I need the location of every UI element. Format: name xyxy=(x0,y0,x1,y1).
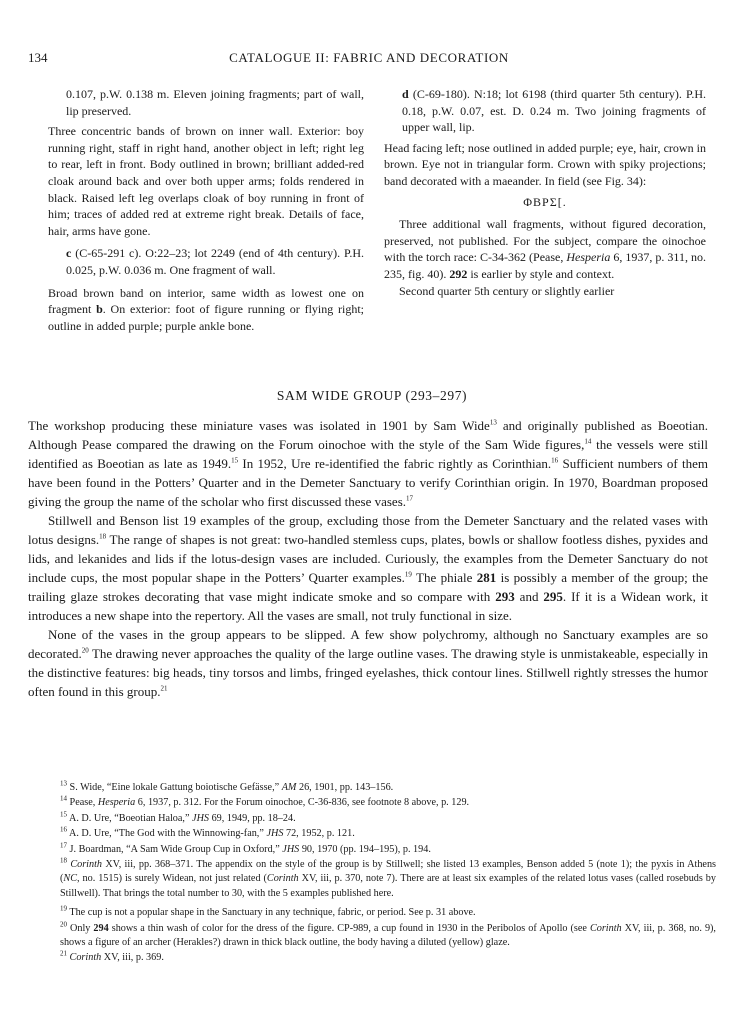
paragraph-3: None of the vases in the group appears to be slipped. A few show polychromy, although no Sanctuary examples are so decorated.$^{20}$ The drawing never approaches the quality of the large outline vases. The drawing style is unmistakeable, especially in the distinctive features: big heads, tiny torsos and limbs, fringed eyelashes, thick contour lines. Stillwell rightly stresses the humor often found in this group.$^{21}$ xyxy=(28,627,708,699)
footnotes xyxy=(28,781,716,967)
catalogue-entry-d-heading xyxy=(384,86,706,136)
paragraph-2: Stillwell and Benson list 19 examples of the group, excluding those from the Demeter Sanctuary and the related vases with lotus designs.$^{18}$ The range of shapes is not great: two-handled stemless cups, plates, bowls or shallow footless dishes, pyxides and lids, and lekanides and lids if the lotus-design vases are included. Curiously, the examples from the Demeter Sanctuary do not include cups, the most popular shape in the Potters’ Quarter examples.$^{19}$ The phiale 281 is possibly a member of the group; the trailing glaze strokes decorating that vase might indicate smoke and so compare with 293 and 295. If it is a Widean work, it introduces a new shape into the repertory. All the vases are small, not truly functional in size. xyxy=(28,513,708,623)
entry-letter-c: c xyxy=(66,246,72,261)
catalogue-entry-c-description: Broad brown band on interior, same width as lowest one on fragment b. On exterior: foot of figure running or flying right; outline in added purple; purple ankle bone. xyxy=(48,285,365,333)
footnote-20: $^{20}$ Only 294 shows a thin wash of color for the dress of the figure. CP-989, a cup found in 1930 in the Peribolos of Apollo (see Corinth XV, iii, p. 368, no. 9), shows a figure of an archer (Herakles?) drawn in thick black outline, the body having a diluted (yellow) glaze. xyxy=(60,920,716,949)
catalogue-entry-b-description: Three concentric bands of brown on inner wall. Exterior: boy running right, staff in right hand, another object in left; right leg to rear, left in front. Body outlined in brown; brilliant added-red cloak around back and over both upper arms; folds rendered in black. Raised left leg overlaps cloak of boy running in front of him; traces of added red at extreme right break. Details of face, hair, arms have gone. xyxy=(48,124,364,238)
footnote-18: $^{18}$ Corinth XV, iii, pp. 368–371. The appendix on the style of the group is by Stillwell; she listed 13 examples, Benson added 5 (note 1); the pyxis in Athens (NC, no. 1515) is surely Widean, not just related (Corinth XV, iii, p. 370, note 7). There are at least six examples of the related lotus vases (called rosebuds by Stillwell). That brings the total number to 30, with the 5 examples published here. xyxy=(60,856,717,899)
footnote-13: $^{13}$ S. Wide, “Eine lokale Gattung boiotische Gefässe,” AM 26, 1901, pp. 143–156. xyxy=(60,779,394,793)
footnote-21: $^{21}$ Corinth XV, iii, p. 369. xyxy=(60,950,164,964)
entry-c-text: (C-65-291 c). O:22–23; lot 2249 (end of 4th century). P.H. 0.025, p.W. 0.036 m. One fragment of wall. xyxy=(66,246,364,277)
left-column xyxy=(48,86,364,334)
catalogue-entry-b-measurements: 0.107, p.W. 0.138 m. Eleven joining fragments; part of wall, lip preserved. xyxy=(66,87,364,118)
catalogue-entry-d-description: Head facing left; nose outlined in added purple; eye, hair, crown in brown. Eye not in triangular form. Crown with spiky projections; band decorated with a maeander. In field (see Fig. 34): xyxy=(384,140,706,188)
catalogue-entry-c-heading xyxy=(48,245,364,278)
entry-d-text: (C-69-180). N:18; lot 6198 (third quarter 5th century). P.H. 0.18, p.W. 0.07, est. D. 0.24 m. Two joining fragments of upper wall, lip. xyxy=(402,87,706,135)
entry-d-date: Second quarter 5th century or slightly earlier xyxy=(399,283,615,298)
entry-d-notes: Three additional wall fragments, without figured decoration, preserved, not published. For the subject, compare the oinochoe with the torch race: C-34-362 (Pease, Hesperia 6, 1937, p. 311, no. 235, fig. 40). 292 is earlier by style and context. xyxy=(384,217,706,281)
section-title: SAM WIDE GROUP (293–297) xyxy=(276,388,468,403)
footnote-16: $^{16}$ A. D. Ure, “The God with the Winnowing-fan,” JHS 72, 1952, p. 121. xyxy=(60,825,355,840)
page-number: 134 xyxy=(28,50,48,65)
right-column xyxy=(384,86,706,299)
footnote-17: $^{17}$ J. Boardman, “A Sam Wide Group Cup in Oxford,” JHS 90, 1970 (pp. 194–195), p. 194. xyxy=(60,841,431,855)
footnote-15: $^{15}$ A. D. Ure, “Boeotian Haloa,” JHS 69, 1949, pp. 18–24. xyxy=(60,810,296,824)
footnote-19: $^{19}$ The cup is not a popular shape in the Sanctuary in any technique, fabric, or period. See p. 31 above. xyxy=(60,904,476,919)
inscription: ΦΒΡΣ[. xyxy=(523,194,567,209)
entry-letter-d: d xyxy=(402,87,409,101)
running-title: CATALOGUE II: FABRIC AND DECORATION xyxy=(229,50,509,65)
page-header xyxy=(28,50,710,68)
paragraph-1: The workshop producing these miniature vases was isolated in 1901 by Sam Wide$^{13}$ and originally published as Boeotian. Although Pease compared the drawing on the Forum oinochoe with the style of the Sam Wide figures,$^{14}$ the vessels were still identified as Boeotian as late as 1949.15 In 1952, Ure re-identified the fabric rightly as Corinthian.$^{16}$ Sufficient numbers of them have been found in the Potters’ Quarter and in the Demeter Sanctuary to verify Corinthian origin. In 1970, Boardman proposed giving the group the name of the scholar who first discussed these vases.$^{17}$ xyxy=(28,418,709,509)
footnote-14: $^{14}$ Pease, Hesperia 6, 1937, p. 312. For the Forum oinochoe, C-36-836, see footnote 8 above, p. 129. xyxy=(60,795,470,809)
section-body xyxy=(28,416,708,701)
